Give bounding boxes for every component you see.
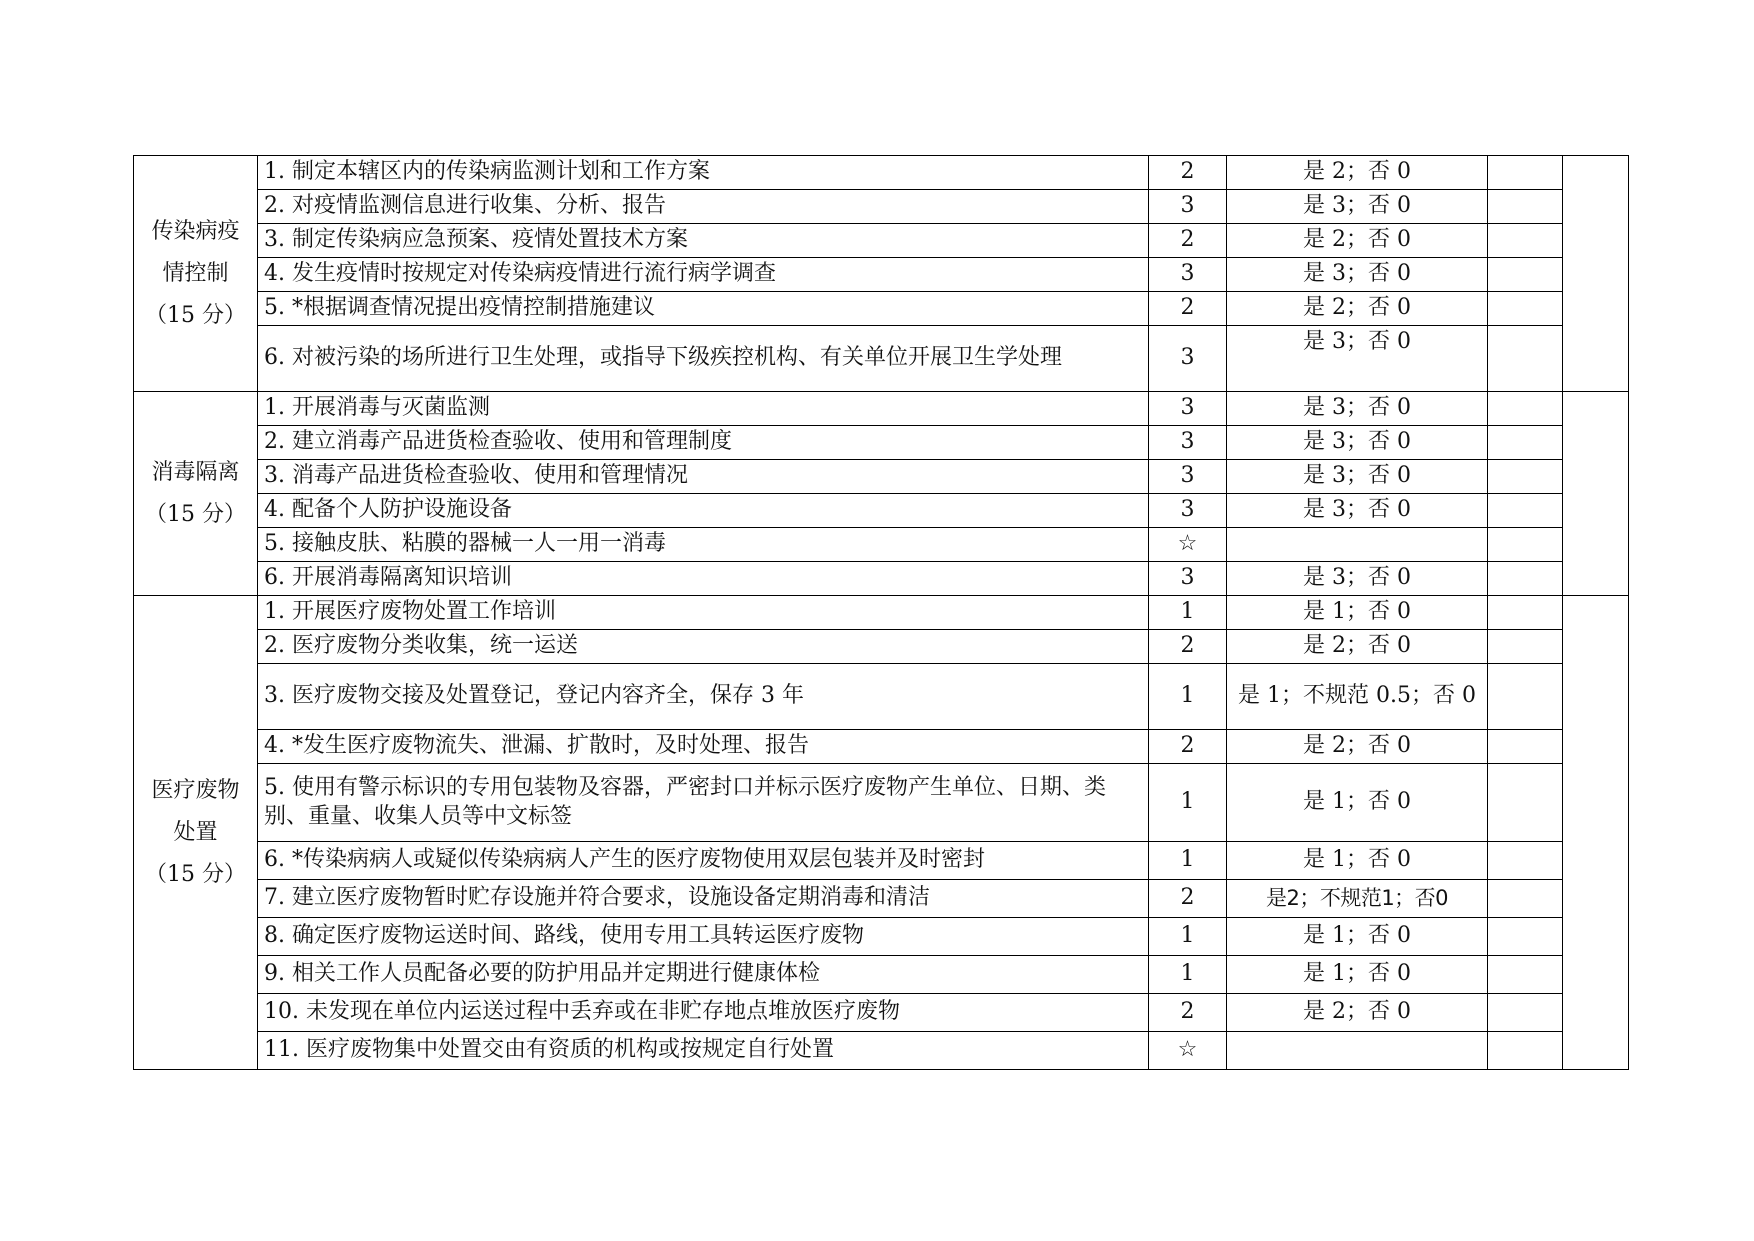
table-row <box>134 190 1629 224</box>
section-name-line: 医疗废物 <box>151 777 240 803</box>
item-rule: 是 2；否 0 <box>1227 730 1488 764</box>
item-rule: 是 1；不规范 0.5；否 0 <box>1227 664 1488 730</box>
blank-cell <box>1488 426 1563 460</box>
table-row <box>134 664 1629 730</box>
item-score: 1 <box>1149 596 1227 630</box>
blank-cell <box>1488 1032 1563 1070</box>
blank-cell <box>1488 842 1563 880</box>
item-text: 5. 接触皮肤、粘膜的器械一人一用一消毒 <box>258 528 1149 562</box>
item-score: 3 <box>1149 190 1227 224</box>
item-score: 2 <box>1149 224 1227 258</box>
item-rule <box>1227 528 1488 562</box>
section-name-line: 处置 <box>173 819 218 845</box>
table-row <box>134 292 1629 326</box>
blank-cell <box>1488 258 1563 292</box>
item-text: 2. 对疫情监测信息进行收集、分析、报告 <box>258 190 1149 224</box>
blank-cell <box>1488 918 1563 956</box>
item-text: 3. 制定传染病应急预案、疫情处置技术方案 <box>258 224 1149 258</box>
item-score: 3 <box>1149 258 1227 292</box>
item-score: 2 <box>1149 292 1227 326</box>
section-name-line: （15 分） <box>145 861 246 887</box>
blank-cell <box>1488 190 1563 224</box>
item-score: 2 <box>1149 730 1227 764</box>
item-text: 6. 对被污染的场所进行卫生处理，或指导下级疾控机构、有关单位开展卫生学处理 <box>258 326 1149 392</box>
blank-cell <box>1563 392 1629 596</box>
item-rule: 是 2；否 0 <box>1227 156 1488 190</box>
table-row <box>134 392 1629 426</box>
table-row <box>134 880 1629 918</box>
table-row <box>134 426 1629 460</box>
item-score: 3 <box>1149 460 1227 494</box>
section-name-line: 情控制 <box>162 260 229 286</box>
blank-cell <box>1488 956 1563 994</box>
item-rule: 是 3；否 0 <box>1227 426 1488 460</box>
blank-cell <box>1488 156 1563 190</box>
item-rule <box>1227 1032 1488 1070</box>
item-text: 6. *传染病病人或疑似传染病病人产生的医疗废物使用双层包装并及时密封 <box>258 842 1149 880</box>
item-text: 3. 医疗废物交接及处置登记，登记内容齐全，保存 3 年 <box>258 664 1149 730</box>
item-rule: 是 1；否 0 <box>1227 764 1488 842</box>
item-score: 2 <box>1149 630 1227 664</box>
item-text: 5. 使用有警示标识的专用包装物及容器，严密封口并标示医疗废物产生单位、日期、类别、重量、收集人员等中文标签 <box>258 764 1149 842</box>
item-rule: 是 3；否 0 <box>1227 190 1488 224</box>
table-row <box>134 528 1629 562</box>
item-text: 2. 建立消毒产品进货检查验收、使用和管理制度 <box>258 426 1149 460</box>
blank-cell <box>1488 664 1563 730</box>
item-text: 1. 制定本辖区内的传染病监测计划和工作方案 <box>258 156 1149 190</box>
star-mark: ☆ <box>1149 1032 1227 1070</box>
item-score: 2 <box>1149 994 1227 1032</box>
item-rule: 是 1；否 0 <box>1227 842 1488 880</box>
blank-cell <box>1488 292 1563 326</box>
item-rule: 是 1；否 0 <box>1227 918 1488 956</box>
item-rule: 是 3；否 0 <box>1227 460 1488 494</box>
blank-cell <box>1488 562 1563 596</box>
blank-cell <box>1488 392 1563 426</box>
item-text: 10. 未发现在单位内运送过程中丢弃或在非贮存地点堆放医疗废物 <box>258 994 1149 1032</box>
item-text: 9. 相关工作人员配备必要的防护用品并定期进行健康体检 <box>258 956 1149 994</box>
item-rule: 是 3；否 0 <box>1227 562 1488 596</box>
table-row <box>134 460 1629 494</box>
item-score: 1 <box>1149 842 1227 880</box>
item-text: 4. *发生医疗废物流失、泄漏、扩散时，及时处理、报告 <box>258 730 1149 764</box>
item-rule: 是 3；否 0 <box>1227 494 1488 528</box>
table-row <box>134 730 1629 764</box>
item-score: 3 <box>1149 392 1227 426</box>
item-score: 2 <box>1149 156 1227 190</box>
item-text: 4. 发生疫情时按规定对传染病疫情进行流行病学调查 <box>258 258 1149 292</box>
item-rule: 是 2；否 0 <box>1227 994 1488 1032</box>
item-score: 1 <box>1149 664 1227 730</box>
item-score: 3 <box>1149 326 1227 392</box>
table-row <box>134 156 1629 190</box>
item-text: 5. *根据调查情况提出疫情控制措施建议 <box>258 292 1149 326</box>
table-row <box>134 630 1629 664</box>
section-name-line: （15 分） <box>145 302 246 328</box>
blank-cell <box>1488 224 1563 258</box>
item-rule: 是 2；否 0 <box>1227 292 1488 326</box>
item-text: 11. 医疗废物集中处置交由有资质的机构或按规定自行处置 <box>258 1032 1149 1070</box>
item-rule: 是 1；否 0 <box>1227 956 1488 994</box>
table-row <box>134 596 1629 630</box>
item-rule: 是 2；否 0 <box>1227 224 1488 258</box>
blank-cell <box>1488 994 1563 1032</box>
item-score: 1 <box>1149 956 1227 994</box>
blank-cell <box>1488 596 1563 630</box>
table-row <box>134 494 1629 528</box>
table-row <box>134 326 1629 392</box>
section-name-cell <box>134 156 258 392</box>
item-rule: 是2；不规范1；否0 <box>1227 880 1488 918</box>
blank-cell <box>1488 528 1563 562</box>
item-text: 7. 建立医疗废物暂时贮存设施并符合要求，设施设备定期消毒和清洁 <box>258 880 1149 918</box>
table-row <box>134 224 1629 258</box>
item-rule: 是 3；否 0 <box>1227 392 1488 426</box>
item-rule: 是 3；否 0 <box>1227 326 1488 392</box>
item-text: 6. 开展消毒隔离知识培训 <box>258 562 1149 596</box>
item-text: 1. 开展医疗废物处置工作培训 <box>258 596 1149 630</box>
item-score: 3 <box>1149 426 1227 460</box>
blank-cell <box>1488 764 1563 842</box>
item-rule: 是 3；否 0 <box>1227 258 1488 292</box>
table-row <box>134 842 1629 880</box>
item-text: 4. 配备个人防护设施设备 <box>258 494 1149 528</box>
star-mark: ☆ <box>1149 528 1227 562</box>
item-score: 3 <box>1149 494 1227 528</box>
table-row <box>134 764 1629 842</box>
table-row <box>134 258 1629 292</box>
blank-cell <box>1563 596 1629 1070</box>
item-score: 2 <box>1149 880 1227 918</box>
section-name-line: 消毒隔离 <box>151 459 240 485</box>
section-name-cell <box>134 392 258 596</box>
table-row <box>134 994 1629 1032</box>
section-name-line: （15 分） <box>145 501 246 527</box>
blank-cell <box>1488 326 1563 392</box>
blank-cell <box>1488 630 1563 664</box>
blank-cell <box>1488 460 1563 494</box>
item-rule: 是 2；否 0 <box>1227 630 1488 664</box>
blank-cell <box>1488 880 1563 918</box>
table-row <box>134 562 1629 596</box>
item-text: 2. 医疗废物分类收集，统一运送 <box>258 630 1149 664</box>
item-score: 1 <box>1149 764 1227 842</box>
item-text: 1. 开展消毒与灭菌监测 <box>258 392 1149 426</box>
blank-cell <box>1563 156 1629 392</box>
blank-cell <box>1488 730 1563 764</box>
blank-cell <box>1488 494 1563 528</box>
table-row <box>134 918 1629 956</box>
table-row <box>134 956 1629 994</box>
assessment-table <box>133 155 1629 1070</box>
item-rule: 是 1；否 0 <box>1227 596 1488 630</box>
table-row <box>134 1032 1629 1070</box>
section-name-cell <box>134 596 258 1070</box>
item-score: 1 <box>1149 918 1227 956</box>
section-name-line: 传染病疫 <box>151 218 240 244</box>
item-text: 8. 确定医疗废物运送时间、路线，使用专用工具转运医疗废物 <box>258 918 1149 956</box>
item-text: 3. 消毒产品进货检查验收、使用和管理情况 <box>258 460 1149 494</box>
item-score: 3 <box>1149 562 1227 596</box>
